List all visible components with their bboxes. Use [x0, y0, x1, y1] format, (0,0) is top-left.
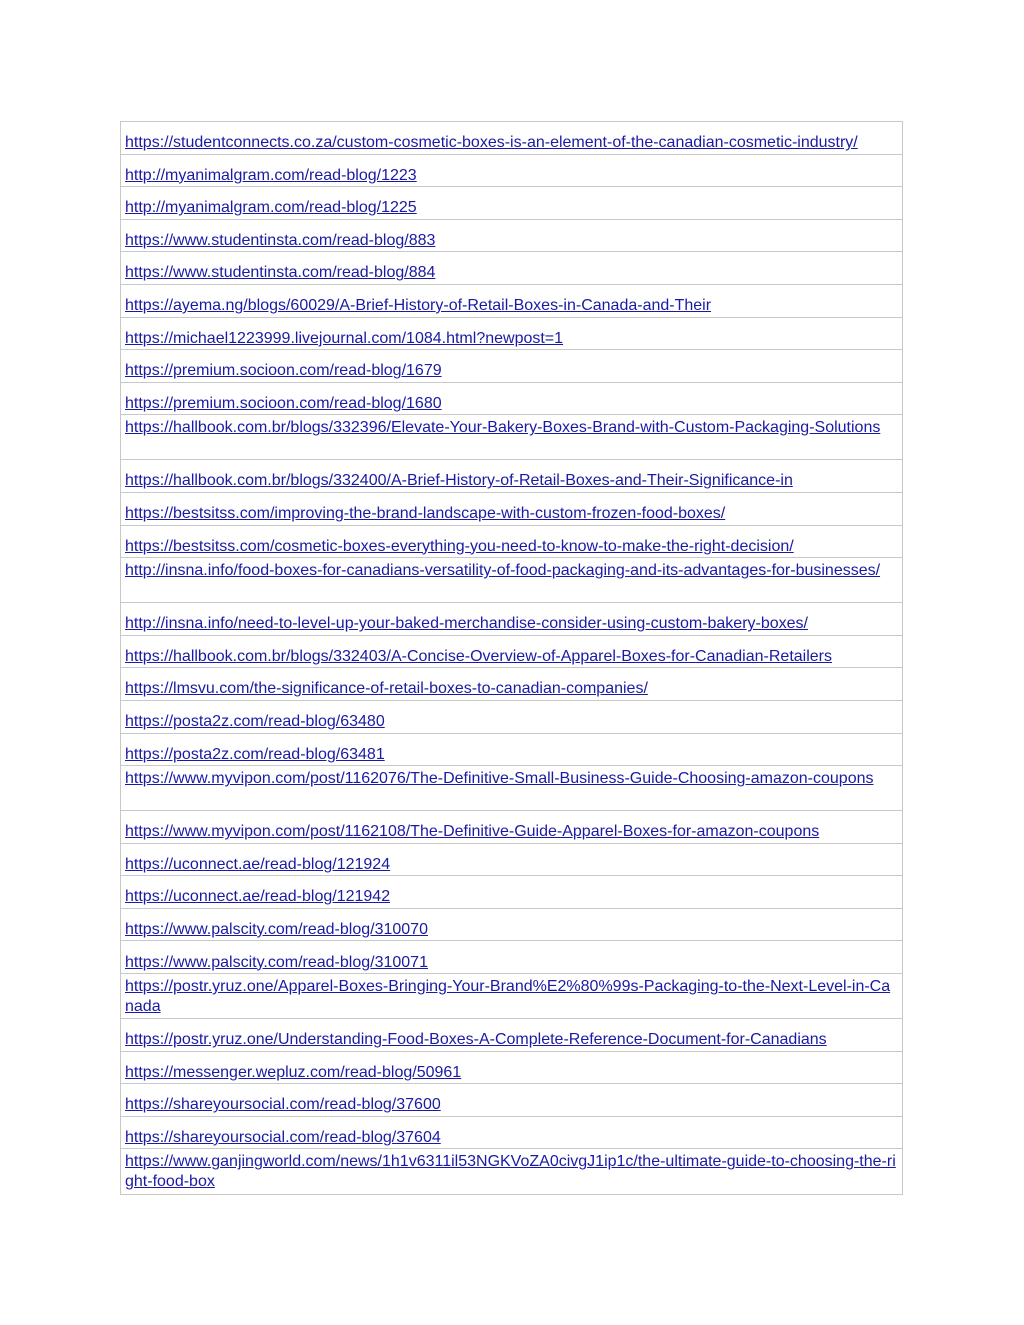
table-row: [121, 974, 902, 1019]
table-row: [121, 1149, 902, 1194]
link-item[interactable]: https://posta2z.com/read-blog/63480: [125, 713, 385, 730]
link-item[interactable]: https://www.palscity.com/read-blog/310070: [125, 920, 428, 938]
table-row: [121, 122, 902, 155]
table-row: [121, 1117, 902, 1150]
table-row: [121, 350, 902, 383]
table-row: [121, 187, 902, 220]
link-item[interactable]: https://uconnect.ae/read-blog/121942: [125, 888, 391, 906]
link-item[interactable]: https://bestsitss.com/cosmetic-boxes-everything-you-need-to-know-to-make-the-right-decision/: [125, 537, 794, 555]
link-item[interactable]: http://insna.info/need-to-level-up-your-baked-merchandise-consider-using-custom-bakery-boxes/: [125, 615, 808, 633]
link-item[interactable]: https://hallbook.com.br/blogs/332403/A-Concise-Overview-of-Apparel-Boxes-for-Canadian-Retailers: [125, 647, 832, 665]
table-row: [121, 734, 902, 767]
link-item[interactable]: https://posta2z.com/read-blog/63481: [125, 745, 385, 763]
link-item[interactable]: https://hallbook.com.br/blogs/332396/Elevate-Your-Bakery-Boxes-Brand-with-Custom-Packaging-Solutions: [125, 419, 881, 437]
table-row: [121, 811, 902, 844]
table-row: [121, 526, 902, 559]
table-row: [121, 493, 902, 526]
link-item[interactable]: https://www.palscity.com/read-blog/310071: [125, 953, 428, 971]
table-row: [121, 876, 902, 909]
table-row: [121, 766, 902, 811]
link-item[interactable]: http://myanimalgram.com/read-blog/1225: [125, 199, 417, 217]
table-row: [121, 668, 902, 701]
link-item[interactable]: https://www.studentinsta.com/read-blog/883: [125, 231, 436, 249]
link-item[interactable]: https://shareyoursocial.com/read-blog/37600: [125, 1096, 441, 1114]
table-row: [121, 701, 902, 734]
link-item[interactable]: https://michael1223999.livejournal.com/1084.html?newpost=1: [125, 329, 564, 347]
link-item[interactable]: https://www.myvipon.com/post/1162108/The-Definitive-Guide-Apparel-Boxes-for-amazon-coupons: [125, 823, 820, 841]
link-item[interactable]: https://premium.socioon.com/read-blog/1680: [125, 394, 442, 412]
table-row: [121, 318, 902, 351]
link-item[interactable]: https://messenger.wepluz.com/read-blog/50961: [125, 1063, 462, 1081]
table-row: [121, 1019, 902, 1052]
link-item[interactable]: https://uconnect.ae/read-blog/121924: [125, 855, 391, 873]
table-row: [121, 636, 902, 669]
link-item[interactable]: https://www.myvipon.com/post/1162076/The-Definitive-Small-Business-Guide-Choosing-amazon-coupons: [125, 770, 874, 788]
link-item[interactable]: https://www.studentinsta.com/read-blog/884: [125, 264, 436, 282]
link-table: [120, 121, 903, 1195]
link-item[interactable]: https://ayema.ng/blogs/60029/A-Brief-History-of-Retail-Boxes-in-Canada-and-Their: [125, 297, 712, 315]
table-row: [121, 1084, 902, 1117]
link-item[interactable]: https://premium.socioon.com/read-blog/1679: [125, 362, 442, 380]
table-row: [121, 383, 902, 416]
link-item[interactable]: https://postr.yruz.one/Apparel-Boxes-Bringing-Your-Brand%E2%80%99s-Packaging-to-the-Next-Level-in-Canada: [125, 978, 891, 1015]
link-item[interactable]: http://insna.info/food-boxes-for-canadians-versatility-of-food-packaging-and-its-advantages-for-businesses/: [125, 562, 881, 580]
link-item[interactable]: https://shareyoursocial.com/read-blog/37604: [125, 1128, 441, 1146]
link-item[interactable]: https://postr.yruz.one/Understanding-Food-Boxes-A-Complete-Reference-Document-for-Canadians: [125, 1031, 827, 1049]
table-row: [121, 285, 902, 318]
table-row: [121, 1052, 902, 1085]
link-item[interactable]: http://myanimalgram.com/read-blog/1223: [125, 166, 417, 184]
table-row: [121, 252, 902, 285]
table-row: [121, 460, 902, 493]
table-row: [121, 941, 902, 974]
link-item[interactable]: https://studentconnects.co.za/custom-cosmetic-boxes-is-an-element-of-the-canadian-cosmetic-industry/: [125, 134, 858, 152]
table-row: [121, 603, 902, 636]
link-item[interactable]: https://www.ganjingworld.com/news/1h1v6311il53NGKVoZA0civgJ1ip1c/the-ultimate-guide-to-choosing-the-right-food-box: [125, 1153, 896, 1190]
table-row: [121, 155, 902, 188]
link-item[interactable]: https://hallbook.com.br/blogs/332400/A-Brief-History-of-Retail-Boxes-and-Their-Significance-in: [125, 472, 793, 490]
table-row: [121, 909, 902, 942]
table-row: [121, 558, 902, 603]
table-row: [121, 220, 902, 253]
link-item[interactable]: https://lmsvu.com/the-significance-of-retail-boxes-to-canadian-companies/: [125, 680, 648, 698]
table-row: [121, 844, 902, 877]
table-row: [121, 415, 902, 460]
link-item[interactable]: https://bestsitss.com/improving-the-brand-landscape-with-custom-frozen-food-boxes/: [125, 505, 726, 523]
